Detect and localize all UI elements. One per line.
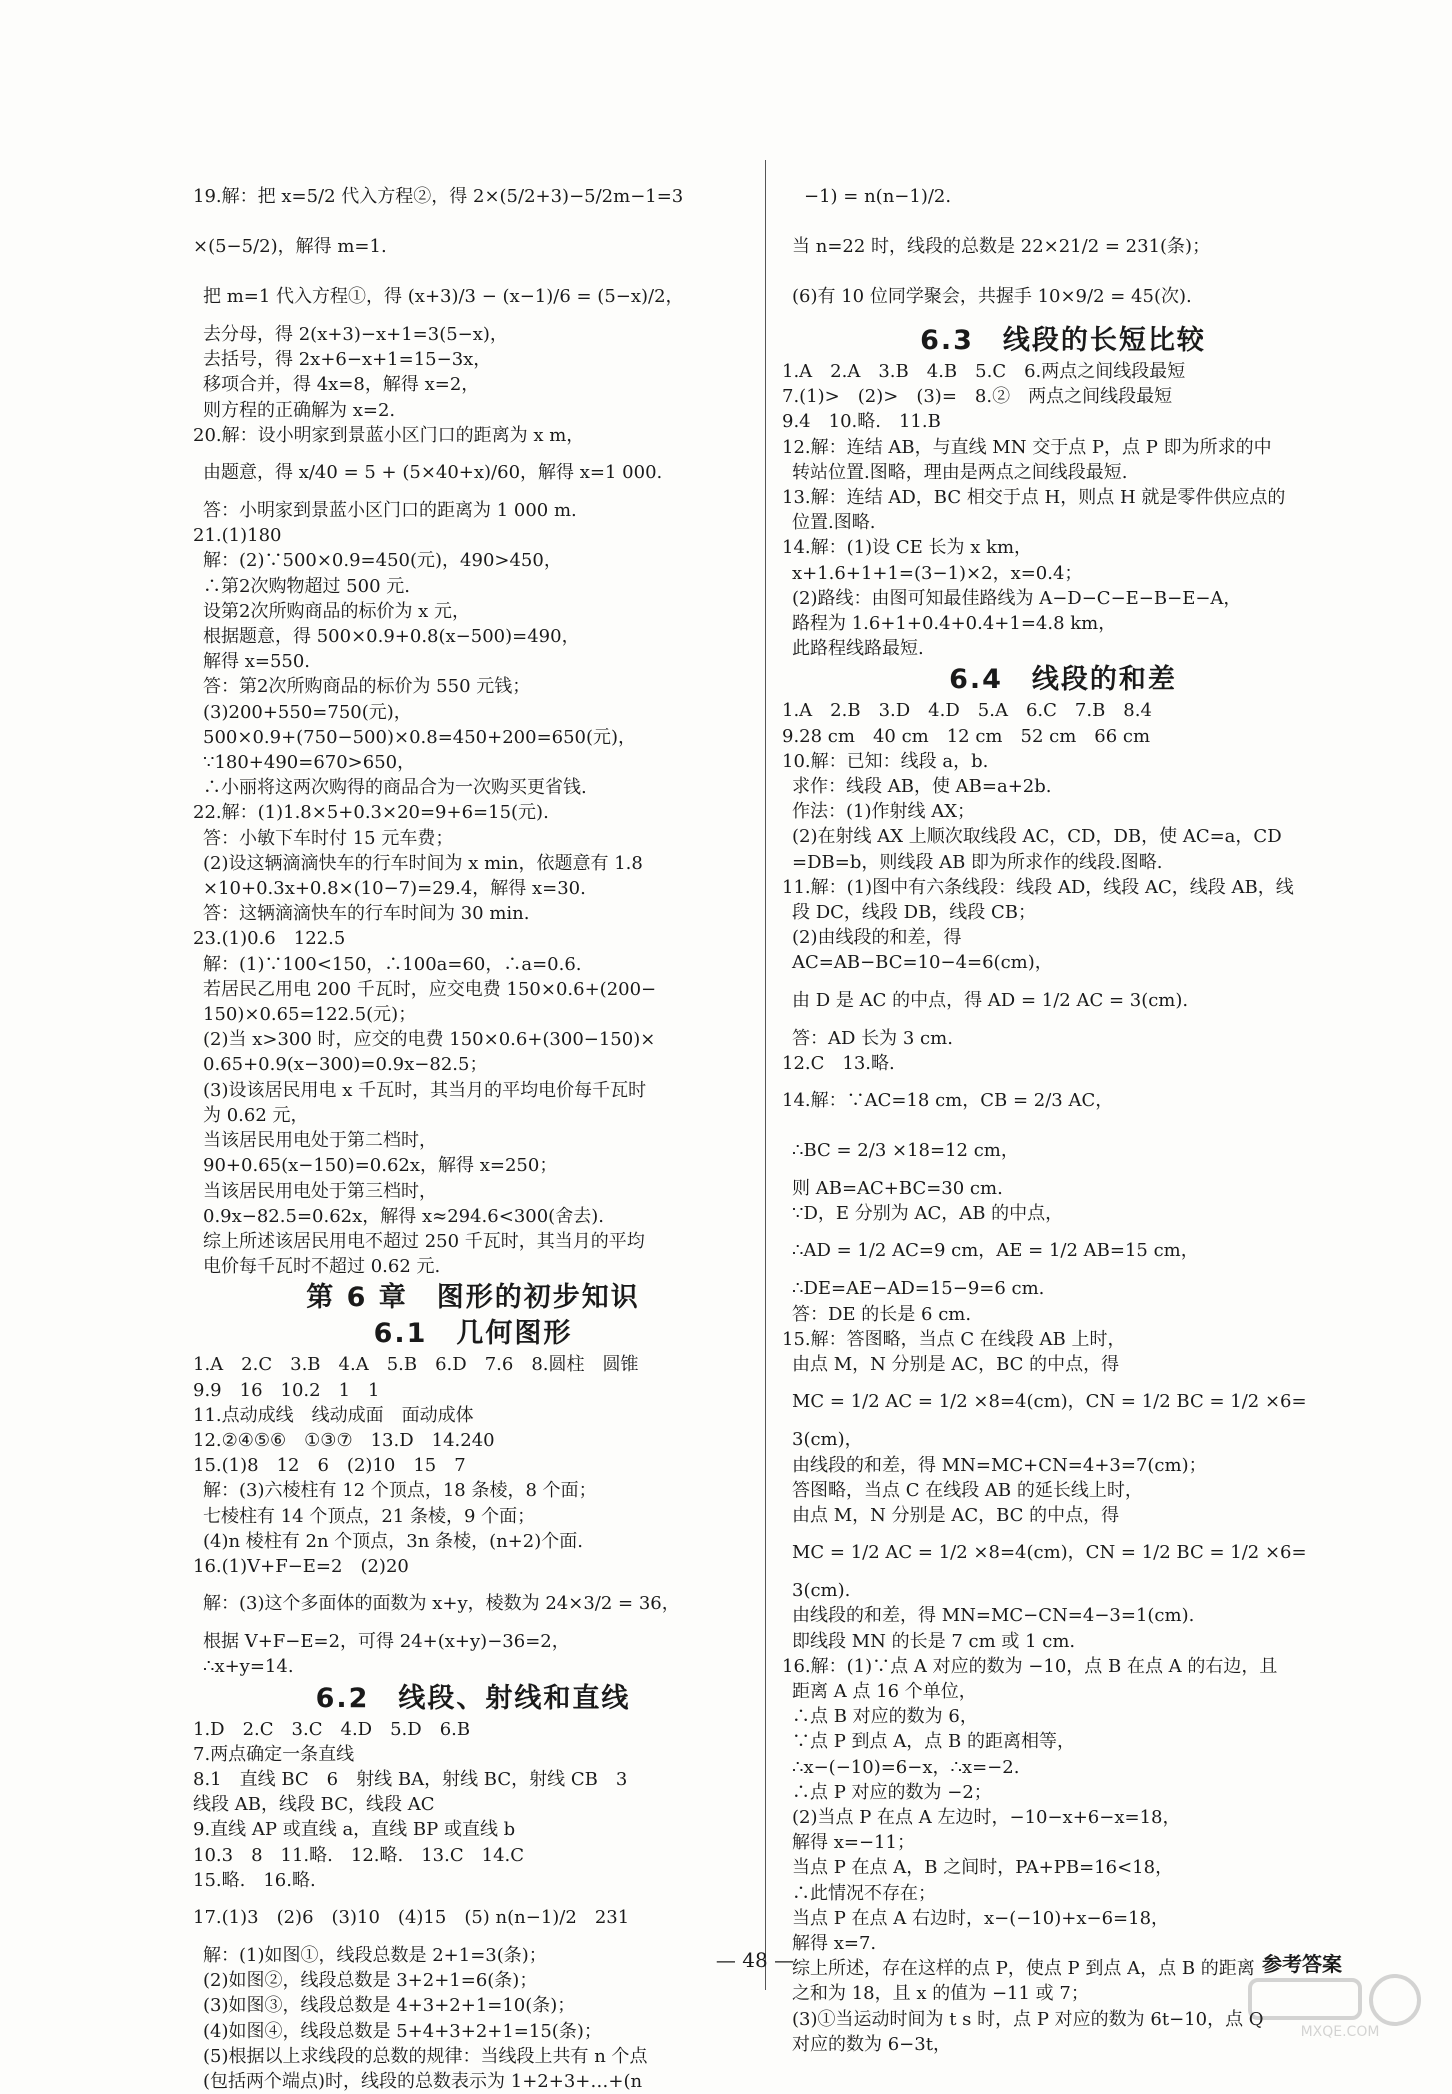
answer-section-label: 参考答案 (1262, 1952, 1342, 1976)
answer-line: 解得 x=550. (203, 651, 311, 673)
answer-line: 16.(1)V+F−E=2 (2)20 (193, 1555, 409, 1577)
right-column (782, 172, 1344, 2057)
answer-line: 由点 M，N 分别是 AC，BC 的中点，得 (792, 1504, 1120, 1526)
answer-line: 1.A 2.A 3.B 4.B 5.C 6.两点之间线段最短 (782, 361, 1186, 382)
answer-line: 段 DC，线段 DB，线段 CB； (792, 902, 1037, 924)
answer-line: 15.略. 16.略. (193, 1869, 316, 1891)
answer-line: 作法：(1)作射线 AX； (792, 801, 976, 823)
answer-line: 答：DE 的长是 6 cm. (792, 1303, 972, 1325)
answer-line: 22.解：(1)1.8×5+0.3×20=9+6=15(元). (193, 802, 549, 824)
answer-line: 1.A 2.C 3.B 4.A 5.B 6.D 7.6 8.圆柱 圆锥 (193, 1354, 639, 1376)
answer-line: (4)如图④，线段总数是 5+4+3+2+1=15(条)； (203, 2020, 602, 2042)
answer-line: 转站位置.图略，理由是两点之间线段最短. (792, 461, 1128, 483)
answer-line: 答图略，当点 C 在线段 AB 的延长线上时， (792, 1479, 1143, 1501)
answer-line: 根据 V+F−E=2，可得 24+(x+y)−36=2， (203, 1631, 570, 1653)
watermark-logo (1240, 1972, 1440, 2042)
answer-line: ∴第2次购物超过 500 元. (203, 575, 410, 597)
section-heading: 6.1 几何图形 (373, 1318, 573, 1350)
answer-line: 之和为 18，且 x 的值为 −11 或 7； (792, 1983, 1089, 2005)
answer-line: 15.(1)8 12 6 (2)10 15 7 (193, 1455, 466, 1477)
answer-line: AC=AB−BC=10−4=6(cm)， (792, 952, 1053, 974)
answer-line: ∴AD = 1/2 AC=9 cm，AE = 1/2 AB=15 cm， (792, 1240, 1199, 1262)
answer-line: 9.4 10.略. 11.B (782, 411, 941, 433)
answer-line: 解：(1)∵100<150，∴100a=60，∴a=0.6. (203, 953, 582, 975)
answer-line: MC = 1/2 AC = 1/2 ×8=4(cm)，CN = 1/2 BC = 1/2 ×6= (792, 1542, 1307, 1564)
answer-line: 12.②④⑤⑥ ①③⑦ 13.D 14.240 (193, 1429, 495, 1451)
answer-line: 21.(1)180 (193, 525, 282, 547)
answer-line: 位置.图略. (792, 512, 876, 534)
answer-line: x+1.6+1+1=(3−1)×2，x=0.4； (792, 562, 1083, 584)
answer-line: 9.28 cm 40 cm 12 cm 52 cm 66 cm (782, 725, 1151, 747)
answer-line: 移项合并，得 4x=8，解得 x=2， (203, 374, 480, 396)
answer-line: (5)根据以上求线段的总数的规律：当线段上共有 n 个点 (203, 2045, 648, 2067)
answer-line: (3)①当运动时间为 t s 时，点 P 对应的数为 6t−10，点 Q (792, 2008, 1264, 2030)
answer-line: 当该居民用电处于第三档时， (203, 1180, 437, 1202)
answer-line: 13.解：连结 AD，BC 相交于点 H，则点 H 就是零件供应点的 (782, 487, 1286, 509)
answer-line: 23.(1)0.6 122.5 (193, 928, 346, 950)
answer-line: (3)200+550=750(元)， (203, 701, 412, 723)
answer-line: (2)由线段的和差，得 (792, 927, 962, 949)
section-heading: 6.3 线段的长短比较 (920, 325, 1206, 356)
answer-line: 9.9 16 10.2 1 1 (193, 1379, 380, 1401)
answer-line: 把 m=1 代入方程①，得 (x+3)/3 − (x−1)/6 = (5−x)/2， (203, 286, 684, 307)
answer-line: (4)n 棱柱有 2n 个顶点，3n 条棱，(n+2)个面. (203, 1530, 583, 1552)
answer-line: 去分母，得 2(x+3)−x+1=3(5−x)， (203, 324, 508, 345)
answer-line: 设第2次所购商品的标价为 x 元， (203, 600, 471, 622)
answer-line: ∴x−(−10)=6−x，∴x=−2. (792, 1756, 1020, 1778)
answer-line: 14.解：∵AC=18 cm，CB = 2/3 AC， (782, 1090, 1114, 1112)
answer-line: ∵D，E 分别为 AC，AB 的中点， (792, 1203, 1064, 1225)
answer-line: ∴点 P 对应的数为 −2； (792, 1781, 992, 1803)
answer-line: 对应的数为 6−3t， (792, 2033, 951, 2055)
answer-line: 根据题意，得 500×0.9+0.8(x−500)=490， (203, 626, 580, 648)
answer-line: 当该居民用电处于第二档时， (203, 1130, 437, 1152)
answer-line: 500×0.9+(750−500)×0.8=450+200=650(元)， (203, 726, 637, 748)
answer-line: (2)当 x>300 时，应交的电费 150×0.6+(300−150)× (203, 1029, 656, 1051)
answer-line: 8.1 直线 BC 6 射线 BA，射线 BC，射线 CB 3 (193, 1768, 628, 1790)
answer-line: 解：(2)∵500×0.9=450(元)，490>450， (203, 550, 562, 572)
answer-line: 由题意，得 x/40 = 5 + (5×40+x)/60，解得 x=1 000. (203, 462, 663, 484)
answer-line: 答：AD 长为 3 cm. (792, 1027, 953, 1049)
answer-line: (2)如图②，线段总数是 3+2+1=6(条)； (203, 1970, 538, 1992)
answer-line: ×(5−5/2)，解得 m=1. (193, 236, 387, 257)
answer-line: 90+0.65(x−150)=0.62x，解得 x=250； (203, 1155, 558, 1177)
answer-line: 答：第2次所购商品的标价为 550 元钱； (203, 676, 531, 698)
column-divider (765, 160, 766, 1990)
answer-line: ∴BC = 2/3 ×18=12 cm， (792, 1140, 1019, 1162)
left-column (193, 172, 753, 2094)
answer-line: 则方程的正确解为 x=2. (203, 399, 396, 421)
answer-line: 去括号，得 2x+6−x+1=15−3x， (203, 349, 492, 371)
answer-line: 1.D 2.C 3.C 4.D 5.D 6.B (193, 1718, 471, 1740)
answer-line: 此路程线路最短. (792, 638, 924, 660)
answer-line: ∴DE=AE−AD=15−9=6 cm. (792, 1278, 1045, 1300)
answer-line: (2)设这辆滴滴快车的行车时间为 x min，依题意有 1.8 (203, 852, 643, 874)
answer-line: 20.解：设小明家到景蓝小区门口的距离为 x m， (193, 424, 585, 446)
answer-line: (包括两个端点)时，线段的总数表示为 1+2+3+…+(n (203, 2070, 643, 2092)
answer-line: 9.直线 AP 或直线 a，直线 BP 或直线 b (193, 1819, 516, 1841)
page-number: — 48 — (715, 1948, 795, 1972)
answer-line: 10.解：已知：线段 a，b. (782, 750, 989, 772)
answer-line: 3(cm). (792, 1580, 851, 1602)
answer-line: 电价每千瓦时不超过 0.62 元. (203, 1256, 441, 1278)
answer-line: 10.3 8 11.略. 12.略. 13.C 14.C (193, 1844, 525, 1866)
answer-line: 为 0.62 元， (203, 1104, 309, 1126)
answer-line: 综上所述该居民用电不超过 250 千瓦时，其当月的平均 (203, 1230, 645, 1252)
answer-line: 由线段的和差，得 MN=MC−CN=4−3=1(cm). (792, 1605, 1195, 1627)
answer-line: 则 AB=AC+BC=30 cm. (792, 1178, 1003, 1200)
answer-line: 由线段的和差，得 MN=MC+CN=4+3=7(cm)； (792, 1454, 1207, 1476)
answer-line: 当点 P 在点 A，B 之间时，PA+PB=16<18， (792, 1857, 1174, 1879)
answer-line: 19.解：把 x=5/2 代入方程②，得 2×(5/2+3)−5/2m−1=3 (193, 186, 684, 207)
answer-line: 线段 AB，线段 BC，线段 AC (193, 1794, 435, 1816)
answer-line: 即线段 MN 的长是 7 cm 或 1 cm. (792, 1630, 1076, 1652)
section-heading: 6.4 线段的和差 (949, 664, 1177, 696)
watermark-text: MXQE.COM (1300, 2024, 1380, 2040)
answer-line: 若居民乙用电 200 千瓦时，应交电费 150×0.6+(200− (203, 978, 657, 1000)
answer-line: ∴x+y=14. (203, 1656, 294, 1678)
answer-line: 15.解：答图略，当点 C 在线段 AB 上时， (782, 1328, 1126, 1350)
answer-line: 1.A 2.B 3.D 4.D 5.A 6.C 7.B 8.4 (782, 700, 1152, 722)
answer-line: (2)在射线 AX 上顺次取线段 AC，CD，DB，使 AC=a，CD (792, 826, 1282, 848)
answer-line: 解：(1)如图①，线段总数是 2+1=3(条)； (203, 1944, 547, 1966)
answer-line: 答：小敏下车时付 15 元车费； (203, 827, 454, 849)
section-heading: 第 6 章 图形的初步知识 (306, 1282, 640, 1314)
answer-line: (6)有 10 位同学聚会，共握手 10×9/2 = 45(次). (792, 286, 1192, 307)
answer-line: 0.9x−82.5=0.62x，解得 x≈294.6<300(舍去). (203, 1205, 604, 1227)
answer-line: ∴点 B 对应的数为 6， (792, 1706, 978, 1728)
answer-line: 11.解：(1)图中有六条线段：线段 AD，线段 AC，线段 AB，线 (782, 876, 1294, 898)
answer-line: 七棱柱有 14 个顶点，21 条棱，9 个面； (203, 1505, 536, 1527)
answer-line: ∵180+490=670>650， (203, 752, 416, 774)
answer-line: 路程为 1.6+1+0.4+0.4+1=4.8 km， (792, 613, 1117, 635)
answer-line: 17.(1)3 (2)6 (3)10 (4)15 (5) n(n−1)/2 231 (193, 1906, 630, 1928)
answer-line: 0.65+0.9(x−300)=0.9x−82.5； (203, 1054, 488, 1076)
answer-line: 12.C 13.略. (782, 1052, 895, 1074)
answer-line: 7.(1)> (2)> (3)= 8.② 两点之间线段最短 (782, 386, 1173, 408)
answer-line: 150)×0.65=122.5(元)； (203, 1004, 417, 1026)
answer-line: 16.解：(1)∵点 A 对应的数为 −10，点 B 在点 A 的右边，且 (782, 1655, 1278, 1677)
answer-line: 答：这辆滴滴快车的行车时间为 30 min. (203, 903, 530, 925)
answer-line: 12.解：连结 AB，与直线 MN 交于点 P，点 P 即为所求的中 (782, 436, 1272, 458)
answer-line: 14.解：(1)设 CE 长为 x km， (782, 537, 1033, 559)
answer-line: ∵点 P 到点 A，点 B 的距离相等， (792, 1731, 1075, 1753)
answer-line: 当 n=22 时，线段的总数是 22×21/2 = 231(条)； (792, 236, 1211, 257)
answer-line: 由 D 是 AC 的中点，得 AD = 1/2 AC = 3(cm). (792, 989, 1189, 1011)
answer-line: 求作：线段 AB，使 AB=a+2b. (792, 776, 1052, 798)
answer-line: (3)如图③，线段总数是 4+3+2+1=10(条)； (203, 1995, 576, 2017)
answer-line: 综上所述，存在这样的点 P，使点 P 到点 A，点 B 的距离 (792, 1958, 1255, 1980)
answer-line: (2)当点 P 在点 A 左边时，−10−x+6−x=18， (792, 1806, 1181, 1828)
answer-line: ×10+0.3x+0.8×(10−7)=29.4，解得 x=30. (203, 878, 586, 900)
answer-line: 答：小明家到景蓝小区门口的距离为 1 000 m. (203, 500, 577, 522)
answer-line: 距离 A 点 16 个单位， (792, 1680, 977, 1702)
section-heading: 6.2 线段、射线和直线 (315, 1682, 631, 1714)
answer-line: (2)路线：由图可知最佳路线为 A−D−C−E−B−E−A， (792, 587, 1242, 609)
answer-line: 解：(3)六棱柱有 12 个顶点，18 条棱，8 个面； (203, 1480, 597, 1502)
answer-line: 7.两点确定一条直线 (193, 1743, 355, 1765)
answer-line: 解：(3)这个多面体的面数为 x+y，棱数为 24×3/2 = 36， (203, 1593, 680, 1615)
answer-line: 解得 x=−11； (792, 1832, 915, 1854)
answer-line: ∴此情况不存在； (792, 1882, 936, 1904)
answer-line: ∴小丽将这两次购得的商品合为一次购买更省钱. (203, 777, 587, 799)
answer-line: 解得 x=7. (792, 1932, 877, 1954)
answer-line: −1) = n(n−1)/2. (804, 186, 952, 207)
answer-line: (3)设该居民用电 x 千瓦时，其当月的平均电价每千瓦时 (203, 1079, 647, 1101)
answer-line: MC = 1/2 AC = 1/2 ×8=4(cm)，CN = 1/2 BC = 1/2 ×6= (792, 1391, 1307, 1413)
answer-line: 当点 P 在点 A 右边时，x−(−10)+x−6=18， (792, 1907, 1170, 1929)
answer-line: 11.点动成线 线动成面 面动成体 (193, 1404, 474, 1426)
answer-line: =DB=b，则线段 AB 即为所求作的线段.图略. (792, 851, 1163, 873)
answer-line: 由点 M，N 分别是 AC，BC 的中点，得 (792, 1354, 1120, 1376)
answer-line: 3(cm)， (792, 1429, 863, 1451)
